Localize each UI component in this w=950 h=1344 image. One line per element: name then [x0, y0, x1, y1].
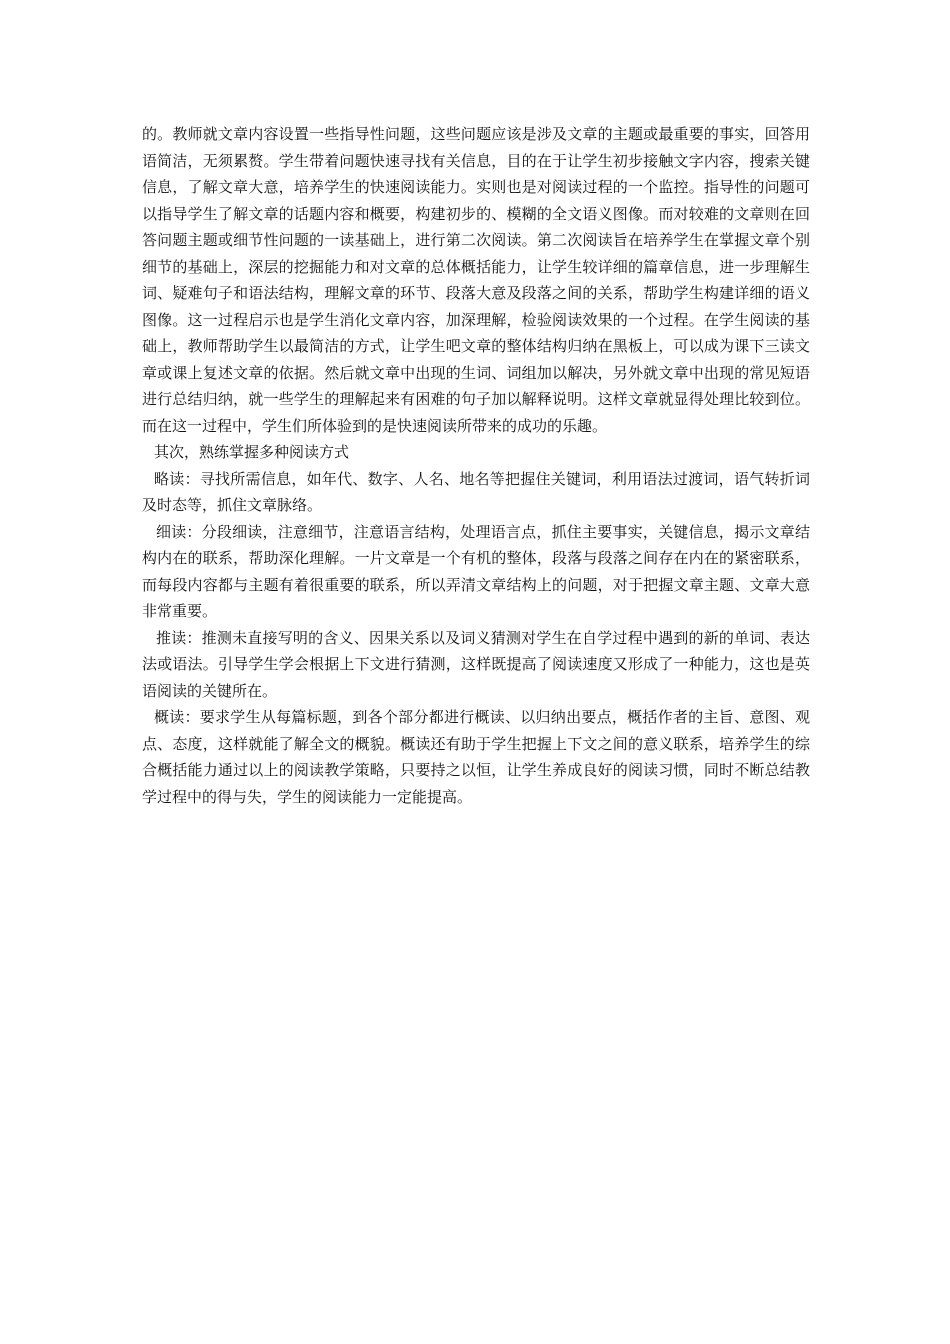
paragraph-summary-reading: 概读：要求学生从每篇标题，到各个部分都进行概读、以归纳出要点，概括作者的主旨、意图、观点、态度，这样就能了解全文的概貌。概读还有助于学生把握上下文之间的意义联系，培养学生的综合概括能力通过以上的阅读教学策略，只要持之以恒，让学生养成良好的阅读习惯，同时不断总结教学过程中的得与失，学生的阅读能力一定能提高。 — [142, 708, 810, 806]
paragraph-reading-methods-heading: 其次，熟练掌握多种阅读方式 — [154, 443, 350, 461]
document-body — [142, 121, 810, 810]
paragraph-reading-process: 的。教师就文章内容设置一些指导性问题，这些问题应该是涉及文章的主题或最重要的事实，回答用语简洁，无须累赘。学生带着问题快速寻找有关信息，目的在于让学生初步接触文字内容，搜索关键信息，了解文章大意，培养学生的快速阅读能力。实则也是对阅读过程的一个监控。指导性的问题可以指导学生了解文章的话题内容和概要，构建初步的、模糊的全文语义图像。而对较难的文章则在回答问题主题或细节性问题的一读基础上，进行第二次阅读。第二次阅读旨在培养学生在掌握文章个别细节的基础上，深层的挖掘能力和对文章的总体概括能力，让学生较详细的篇章信息，进一步理解生词、疑难句子和语法结构，理解文章的环节、段落大意及段落之间的关系，帮助学生构建详细的语义图像。这一过程启示也是学生消化文章内容，加深理解，检验阅读效果的一个过程。在学生阅读的基础上，教师帮助学生以最简洁的方式，让学生吧文章的整体结构归纳在黑板上，可以成为课下三读文章或课上复述文章的依据。然后就文章中出现的生词、词组加以解决，另外就文章中出现的常见短语进行总结归纳，就一些学生的理解起来有困难的句子加以解释说明。这样文章就显得处理比较到位。而在这一过程中，学生们所体验到的是快速阅读所带来的成功的乐趣。 — [142, 125, 810, 435]
paragraph-close-reading: 细读：分段细读，注意细节，注意语言结构，处理语言点，抓住主要事实，关键信息，揭示文章结构内在的联系，帮助深化理解。一片文章是一个有机的整体，段落与段落之间存在内在的紧密联系，而每段内容都与主题有着很重要的联系，所以弄清文章结构上的问题，对于把握文章主题、文章大意非常重要。 — [142, 522, 810, 620]
paragraph-skimming: 略读：寻找所需信息，如年代、数字、人名、地名等把握住关键词，利用语法过渡词，语气转折词及时态等，抓住文章脉络。 — [142, 469, 810, 514]
paragraph-inference-reading: 推读：推测未直接写明的含义、因果关系以及词义猜测对学生在自学过程中遇到的新的单词、表达法或语法。引导学生学会根据上下文进行猜测，这样既提高了阅读速度又形成了一种能力，这也是英语阅读的关键所在。 — [142, 628, 810, 700]
